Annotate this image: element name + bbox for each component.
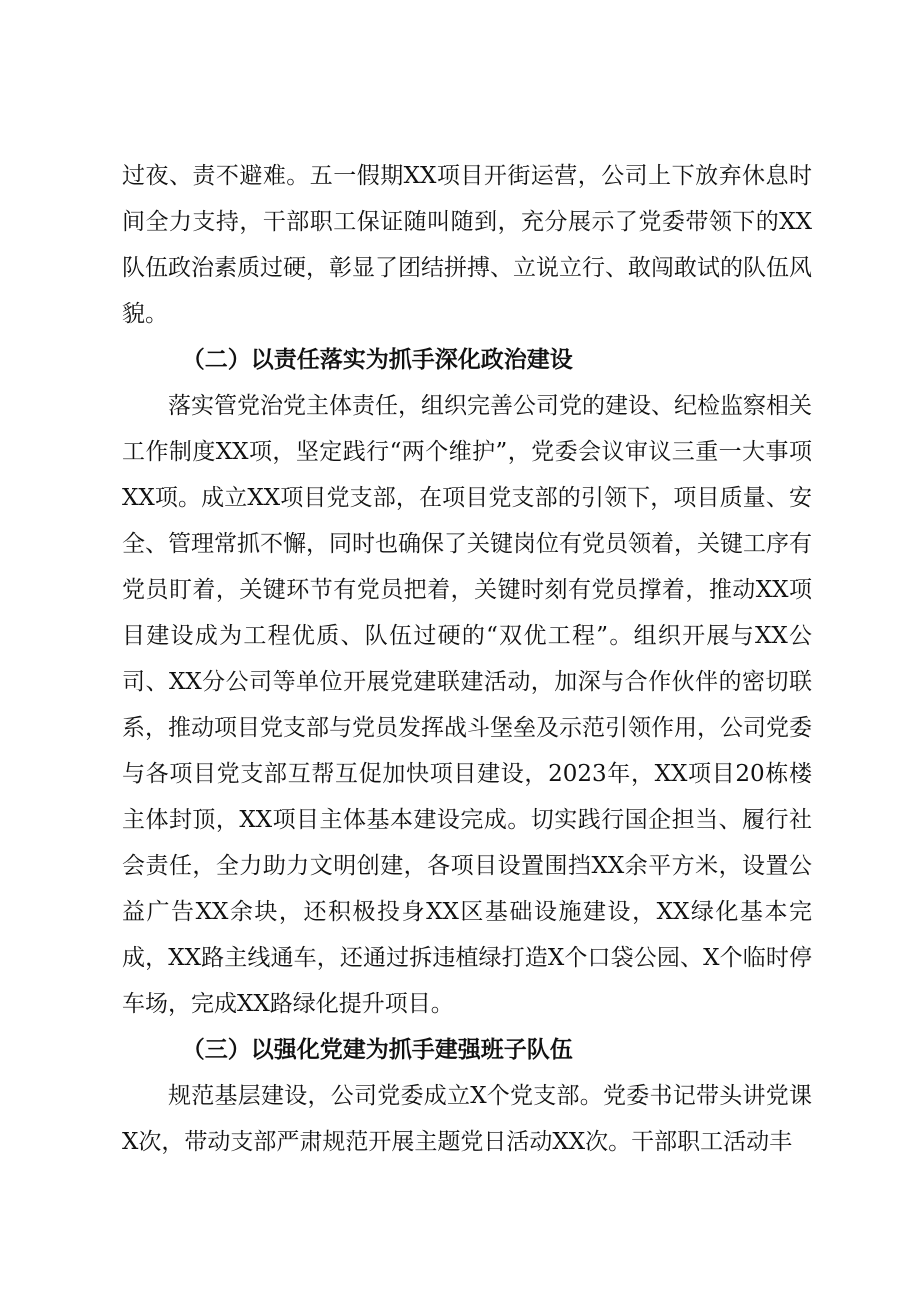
section-heading-3: （三）以强化党建为抓手建强班子队伍 bbox=[181, 1037, 573, 1063]
section-heading-2: （二）以责任落实为抓手深化政治建设 bbox=[181, 347, 573, 373]
section-2-paragraph: 落实管党治党主体责任，组织完善公司党的建设、纪检监察相关工作制度XX项，坚定践行“两个维护”，党委会议审议三重一大事项XX项。成立XX项目党支部，在项目党支部的引领下，项目质量、安全、管理常抓不懈，同时也确保了关键岗位有党员领着，关键工序有党员盯着，关键环节有党员把着，关键时刻有党员撑着，推动XX项目建设成为工程优质、队伍过硬的“双优工程”。组织开展与XX公司、XX分公司等单位开展党建联建活动，加深与合作伙伴的密切联系，推动项目党支部与党员发挥战斗堡垒及示范引领作用，公司党委与各项目党支部互帮互促加快项目建设，2023年，XX项目20栋楼主体封顶，XX项目主体基本建设完成。切实践行国企担当、履行社会责任，全力助力文明创建，各项目设置围挡XX余平方米，设置公益广告XX余块，还积极投身XX区基础设施建设，XX绿化基本完成，XX路主线通车，还通过拆违植绿打造X个口袋公园、X个临时停车场，完成XX路绿化提升项目。 bbox=[122, 393, 812, 1017]
intro-paragraph: 过夜、责不避难。五一假期XX项目开街运营，公司上下放弃休息时间全力支持，干部职工保证随叫随到，充分展示了党委带领下的XX队伍政治素质过硬，彰显了团结拼搏、立说立行、敢闯敢试的队伍风貌。 bbox=[122, 163, 812, 327]
section-3-paragraph: 规范基层建设，公司党委成立X个党支部。党委书记带头讲党课X次，带动支部严肃规范开展主题党日活动XX次。干部职工活动丰 bbox=[122, 1083, 812, 1155]
document-body bbox=[122, 153, 812, 1165]
